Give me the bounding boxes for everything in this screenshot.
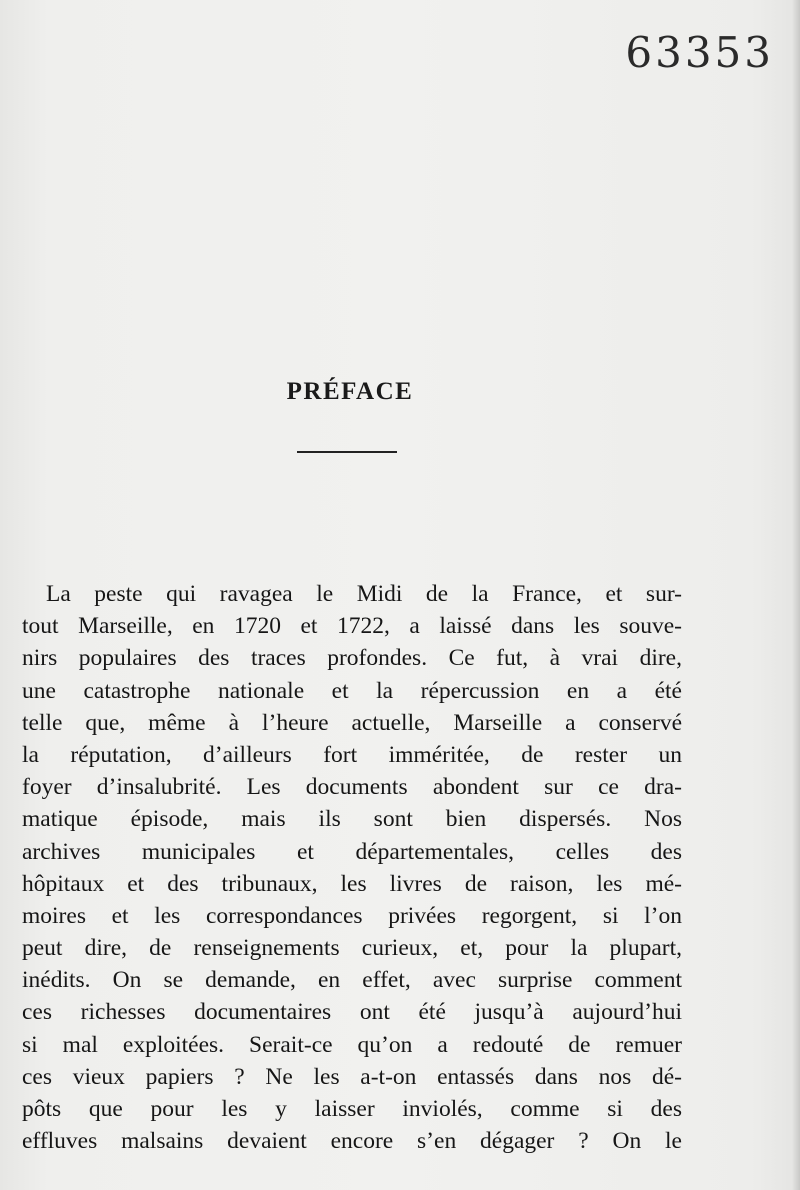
paragraph-line: effluves malsains devaient encore s’en dégager ? On le xyxy=(22,1128,682,1155)
paragraph-line: nirs populaires des traces profondes. Ce fut, à vrai dire, xyxy=(22,645,682,672)
paragraph-line: La peste qui ravagea le Midi de la France, et sur- xyxy=(46,581,682,607)
paragraph-line: ces richesses documentaires ont été jusqu’à aujourd’hui xyxy=(22,999,682,1026)
body-paragraph xyxy=(22,578,682,1157)
paragraph-line: archives municipales et départementales, celles des xyxy=(22,838,682,865)
paragraph-line: peut dire, de renseignements curieux, et, pour la plupart, xyxy=(22,935,682,962)
paragraph-line: hôpitaux et des tribunaux, les livres de raison, les mé- xyxy=(22,870,682,897)
archive-stamp-number: 63353 xyxy=(625,28,774,77)
paragraph-line: matique épisode, mais ils sont bien dispersés. Nos xyxy=(22,806,682,833)
paragraph-line: la réputation, d’ailleurs fort imméritée, de rester un xyxy=(22,741,682,768)
paragraph-line: si mal exploitées. Serait-ce qu’on a redouté de remuer xyxy=(22,1031,682,1058)
paragraph-line: une catastrophe nationale et la répercussion en a été xyxy=(22,677,682,704)
page-title: PRÉFACE xyxy=(286,378,414,405)
paragraph-line: tout Marseille, en 1720 et 1722, a laissé dans les souve- xyxy=(22,613,682,640)
page-edge-shadow xyxy=(792,0,800,1190)
paragraph-line: moires et les correspondances privées regorgent, si l’on xyxy=(22,902,682,929)
title-underline-rule xyxy=(297,451,397,453)
paragraph-line: telle que, même à l’heure actuelle, Marseille a conservé xyxy=(22,709,682,736)
paragraph-line: ces vieux papiers ? Ne les a-t-on entassés dans nos dé- xyxy=(22,1063,682,1090)
paragraph-line: inédits. On se demande, en effet, avec surprise comment xyxy=(22,967,682,994)
paragraph-line: foyer d’insalubrité. Les documents abondent sur ce dra- xyxy=(22,774,682,801)
paragraph-line: pôts que pour les y laisser inviolés, comme si des xyxy=(22,1096,682,1122)
